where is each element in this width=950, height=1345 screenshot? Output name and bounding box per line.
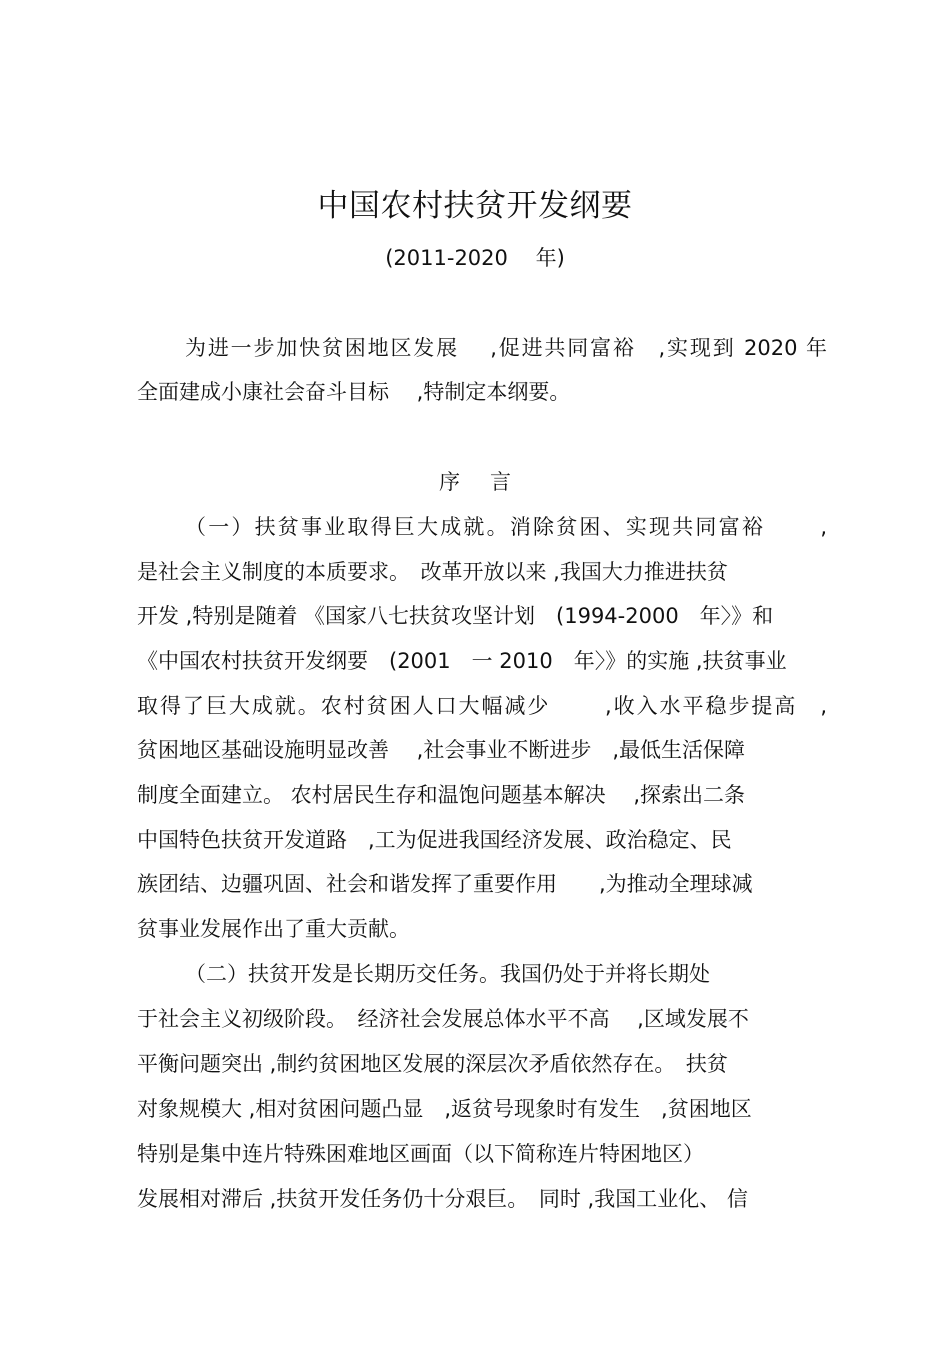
paragraph-line: 贫困地区基础设施明显改善 ,社会事业不断进步 ,最低生活保障	[137, 738, 746, 762]
document-subtitle: (2011-2020 年)	[385, 246, 565, 270]
paragraph-line: （一）扶贫事业取得巨大成就。消除贫困、实现共同富裕 ,	[185, 515, 827, 539]
paragraph-line: 族团结、边疆巩固、社会和谐发挥了重要作用 ,为推动全理球减	[137, 872, 753, 896]
paragraph-line: 于社会主义初级阶段。 经济社会发展总体水平不高 ,区域发展不	[137, 1007, 749, 1031]
paragraph-line: 平衡问题突出 ,制约贫困地区发展的深层次矛盾依然存在。 扶贫	[137, 1052, 728, 1076]
paragraph-line: 制度全面建立。 农村居民生存和温饱问题基本解决 ,探索出二条	[137, 783, 746, 807]
paragraph-line: （二）扶贫开发是长期历交任务。我国仍处于并将长期处	[185, 962, 710, 986]
paragraph-line: 贫事业发展作出了重大贡献。	[137, 917, 410, 941]
intro-line: 全面建成小康社会奋斗目标 ,特制定本纲要。	[137, 380, 571, 404]
paragraph-line: 是社会主义制度的本质要求。 改革开放以来 ,我国大力推进扶贫	[137, 560, 728, 584]
paragraph-line: 开发 ,特别是随着 《国家八七扶贫攻坚计划 (1994-2000 年〉》和	[137, 604, 774, 628]
document-title: 中国农村扶贫开发纲要	[317, 188, 633, 224]
paragraph-line: 发展相对滞后 ,扶贫开发任务仍十分艰巨。 同时 ,我国工业化、 信	[137, 1187, 748, 1211]
section-title: 序言	[439, 470, 541, 494]
paragraph-line: 《中国农村扶贫开发纲要 (2001 一 2010 年〉》的实施 ,扶贫事业	[137, 649, 787, 673]
paragraph-line: 中国特色扶贫开发道路 ,工为促进我国经济发展、政治稳定、民	[137, 828, 732, 852]
paragraph-line: 对象规模大 ,相对贫困问题凸显 ,返贫号现象时有发生 ,贫困地区	[137, 1097, 752, 1121]
paragraph-line: 取得了巨大成就。农村贫困人口大幅减少 ,收入水平稳步提高 ,	[137, 694, 827, 718]
paragraph-line: 特别是集中连片特殊困难地区画面（以下简称连片特困地区）	[137, 1142, 704, 1166]
intro-line: 为进一步加快贫困地区发展 ,促进共同富裕 ,实现到 2020 年	[185, 336, 827, 360]
